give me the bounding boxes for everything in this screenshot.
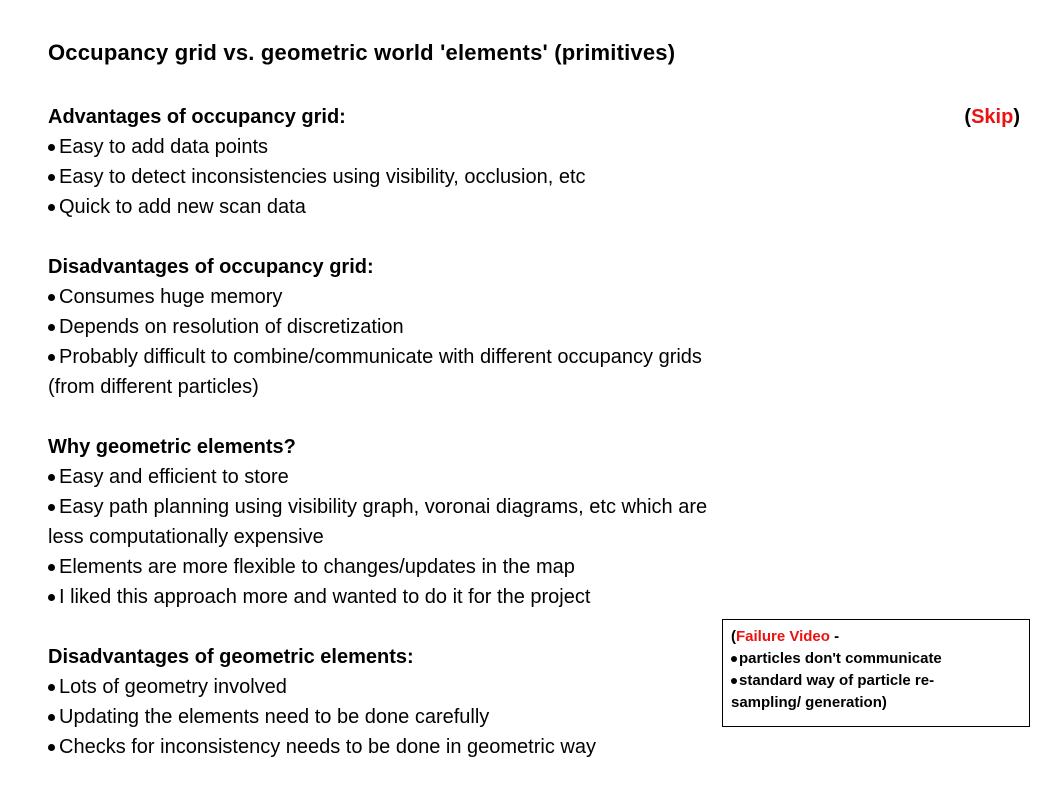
skip-link[interactable]: Skip: [971, 106, 1014, 128]
bullet-icon: [48, 354, 55, 361]
bullet-text: Consumes huge memory: [59, 286, 283, 308]
bullet-icon: [48, 294, 55, 301]
bullet-item: [48, 492, 968, 552]
bullet-item: [48, 342, 968, 402]
bullet-item: [48, 552, 968, 582]
section-og-advantages: [48, 102, 968, 222]
failure-video-callout: [722, 619, 1030, 727]
bullet-text: Probably difficult to combine/communicate with different occupancy grids: [59, 346, 702, 368]
spacer: [48, 222, 968, 252]
bullet-icon: [48, 174, 55, 181]
section-heading: Advantages of occupancy grid:: [48, 106, 346, 128]
bullet-text: Checks for inconsistency needs to be done in geometric way: [59, 736, 596, 758]
bullet-text: Updating the elements need to be done carefully: [59, 706, 490, 728]
bullet-icon: [48, 594, 55, 601]
bullet-text: Depends on resolution of discretization: [59, 316, 404, 338]
bullet-icon: [48, 504, 55, 511]
callout-title: [731, 626, 1021, 648]
bullet-text: Quick to add new scan data: [59, 196, 306, 218]
bullet-icon: [48, 474, 55, 481]
bullet-continuation: less computationally expensive: [48, 526, 324, 548]
callout-bullet-item: [731, 670, 1021, 714]
bullet-text: I liked this approach more and wanted to do it for the project: [59, 586, 591, 608]
bullet-item: [48, 312, 968, 342]
section-og-disadvantages: [48, 252, 968, 402]
section-why-geometric: [48, 432, 968, 612]
bullet-text: Lots of geometry involved: [59, 676, 287, 698]
bullet-item: [48, 192, 968, 222]
bullet-text: Easy and efficient to store: [59, 466, 289, 488]
bullet-item: [48, 162, 968, 192]
failure-video-link[interactable]: Failure Video: [736, 628, 830, 645]
bullet-icon: [48, 714, 55, 721]
bullet-icon: [731, 678, 737, 684]
bullet-item: [48, 582, 968, 612]
bullet-item: [48, 132, 968, 162]
bullet-text: Easy to add data points: [59, 136, 269, 158]
bullet-item: [48, 462, 968, 492]
skip-note: [964, 102, 1020, 132]
skip-close-paren: ): [1013, 106, 1020, 128]
bullet-item: [48, 282, 968, 312]
spacer: [48, 402, 968, 432]
slide-title: Occupancy grid vs. geometric world 'elements' (primitives): [48, 40, 676, 65]
skip-open-paren: (: [964, 106, 972, 128]
callout-dash: -: [829, 628, 840, 645]
bullet-icon: [48, 744, 55, 751]
bullet-item: [48, 732, 968, 762]
section-heading: Why geometric elements?: [48, 436, 296, 458]
callout-open-paren: (: [731, 628, 736, 645]
bullet-text: Easy to detect inconsistencies using visibility, occlusion, etc: [59, 166, 586, 188]
callout-continuation: sampling/ generation): [731, 694, 887, 711]
bullet-icon: [731, 656, 737, 662]
section-heading: Disadvantages of geometric elements:: [48, 646, 414, 668]
callout-bullet-text: particles don't communicate: [739, 650, 942, 667]
bullet-text: Elements are more flexible to changes/updates in the map: [59, 556, 575, 578]
bullet-icon: [48, 324, 55, 331]
callout-bullet-text: standard way of particle re-: [739, 672, 935, 689]
callout-bullet-item: [731, 648, 1021, 670]
bullet-text: Easy path planning using visibility graph, voronai diagrams, etc which are: [59, 496, 708, 518]
bullet-continuation: (from different particles): [48, 376, 259, 398]
bullet-icon: [48, 684, 55, 691]
section-heading: Disadvantages of occupancy grid:: [48, 256, 374, 278]
bullet-icon: [48, 564, 55, 571]
bullet-icon: [48, 204, 55, 211]
bullet-icon: [48, 144, 55, 151]
